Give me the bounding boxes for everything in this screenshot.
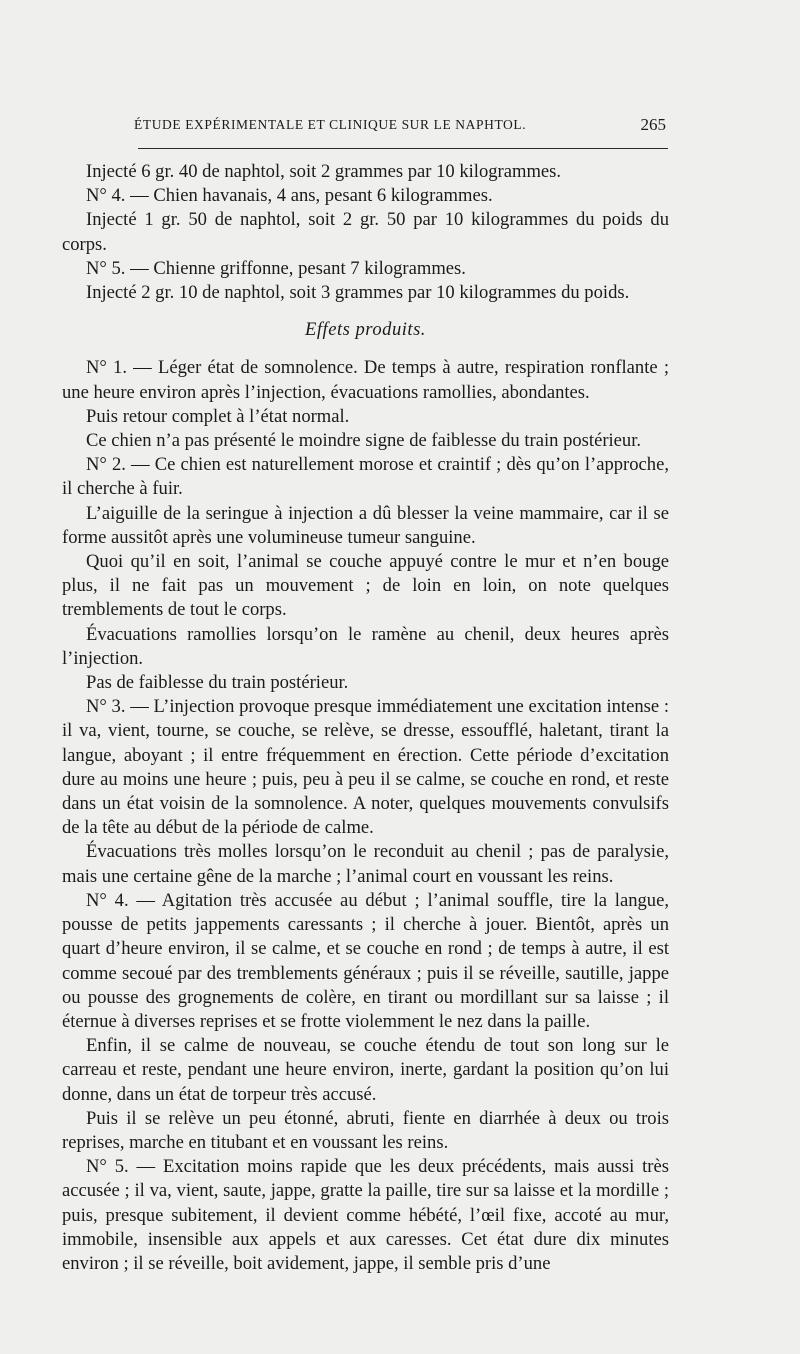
- paragraph: N° 4. — Chien havanais, 4 ans, pesant 6 kilogrammes.: [86, 185, 493, 207]
- paragraph: Puis il se relève un peu étonné, abruti, fiente en diarrhée à deux ou trois reprises, marche en titubant et en voussant les reins.: [62, 1107, 669, 1153]
- paragraph: Injecté 1 gr. 50 de naphtol, soit 2 gr. 50 par 10 kilogrammes du poids du corps.: [62, 209, 669, 255]
- paragraph: Évacuations très molles lorsqu’on le reconduit au chenil ; pas de paralysie, mais une certaine gêne de la marche ; l’animal court en voussant les reins.: [62, 841, 669, 887]
- paragraph: N° 1. — Léger état de somnolence. De temps à autre, respiration ronflante ; une heure environ après l’injection, évacuations ramollies, abondantes.: [62, 357, 669, 403]
- page-number: 265: [640, 115, 666, 134]
- paragraph: Ce chien n’a pas présenté le moindre signe de faiblesse du train postérieur.: [86, 430, 642, 452]
- section-heading: Effets produits.: [305, 319, 426, 341]
- paragraph: N° 5. — Excitation moins rapide que les deux précédents, mais aussi très accusée ; il va, vient, saute, jappe, gratte la paille, tire sur sa laisse et la mordille ; puis, presque subitement, il devient comme hébété, l’œil fixe, accoté au mur, immobile, insensible aux appels et aux caresses. Cet état dure dix minutes environ ; il se réveille, boit avidement, jappe, il semble pris d’une: [62, 1156, 669, 1274]
- paragraph: N° 3. — L’injection provoque presque immédiatement une excitation intense : il va, vient, tourne, se couche, se relève, se dresse, essoufflé, haletant, tirant la langue, aboyant ; il entre fréquemment en érection. Cette période d’excitation dure au moins une heure ; puis, peu à peu il se calme, se couche en rond, et reste dans un état voisin de la somnolence. A noter, quelques mouvements convulsifs de la tête au début de la période de calme.: [62, 696, 669, 839]
- running-title: ÉTUDE EXPÉRIMENTALE ET CLINIQUE SUR LE NAPHTOL.: [134, 117, 527, 132]
- paragraph: Puis retour complet à l’état normal.: [86, 405, 350, 427]
- paragraph: N° 2. — Ce chien est naturellement morose et craintif ; dès qu’on l’approche, il cherche à fuir.: [62, 454, 669, 500]
- paragraph: Quoi qu’il en soit, l’animal se couche appuyé contre le mur et n’en bouge plus, il ne fait pas un mouvement ; de loin en loin, on note quelques tremblements de tout le corps.: [62, 551, 669, 621]
- paragraph: Évacuations ramollies lorsqu’on le ramène au chenil, deux heures après l’injection.: [62, 623, 669, 669]
- paragraph: N° 5. — Chienne griffonne, pesant 7 kilogrammes.: [86, 257, 466, 279]
- paragraph: Injecté 2 gr. 10 de naphtol, soit 3 grammes par 10 kilogrammes du poids.: [86, 282, 630, 304]
- page-body: [62, 160, 669, 1276]
- paragraph: Enfin, il se calme de nouveau, se couche étendu de tout son long sur le carreau et reste, pendant une heure environ, inerte, gardant la position qu’on lui donne, dans un état de torpeur très accusé.: [62, 1035, 669, 1105]
- paragraph: L’aiguille de la seringue à injection a dû blesser la veine mammaire, car il se forme aussitôt après une volumineuse tumeur sanguine.: [62, 502, 669, 548]
- paragraph: N° 4. — Agitation très accusée au début ; l’animal souffle, tire la langue, pousse de petits jappements caressants ; il cherche à jouer. Bientôt, après un quart d’heure environ, il se calme, et se couche en rond ; de temps à autre, il est comme secoué par des tremblements généraux ; puis il se réveille, sautille, jappe ou pousse des grognements de colère, en tirant ou mordillant sur sa laisse ; il éternue à diverses reprises et se frotte violemment le nez dans la paille.: [62, 889, 669, 1032]
- header-rule: [138, 148, 668, 149]
- paragraph: Pas de faiblesse du train postérieur.: [86, 672, 349, 694]
- paragraph: Injecté 6 gr. 40 de naphtol, soit 2 grammes par 10 kilogrammes.: [86, 161, 562, 182]
